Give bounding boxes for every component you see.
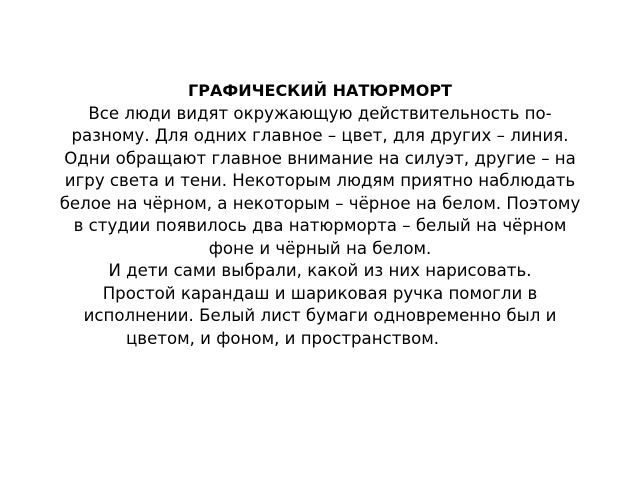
paragraph-line: Одни обращают главное внимание на силуэт, другие – на — [64, 148, 576, 168]
slide-title: ГРАФИЧЕСКИЙ НАТЮРМОРТ — [188, 81, 452, 100]
paragraph-line: Простой карандаш и шариковая ручка помогли в — [102, 283, 538, 303]
paragraph-line: Все люди видят окружающую действительность по- — [88, 103, 552, 123]
paragraph-line: И дети сами выбрали, какой из них нарисовать. — [108, 261, 532, 280]
paragraph-line: исполнении. Белый лист бумаги одновременно был и — [83, 306, 557, 325]
paragraph-line: цветом, и фоном, и пространством. — [126, 328, 440, 348]
paragraph-line: фоне и чёрный на белом. — [208, 238, 432, 258]
paragraph-2 — [26, 260, 614, 350]
paragraph-line: разному. Для одних главное – цвет, для других – линия. — [71, 126, 569, 145]
slide-text-block — [26, 80, 614, 350]
paragraph-line: белое на чёрном, а некоторым – чёрное на белом. Поэтому — [59, 193, 581, 213]
paragraph-1 — [26, 103, 614, 261]
paragraph-line: игру света и тени. Некоторым людям приятно наблюдать — [64, 171, 576, 190]
paragraph-line: в студии появилось два натюрморта – белый на чёрном — [73, 216, 567, 235]
